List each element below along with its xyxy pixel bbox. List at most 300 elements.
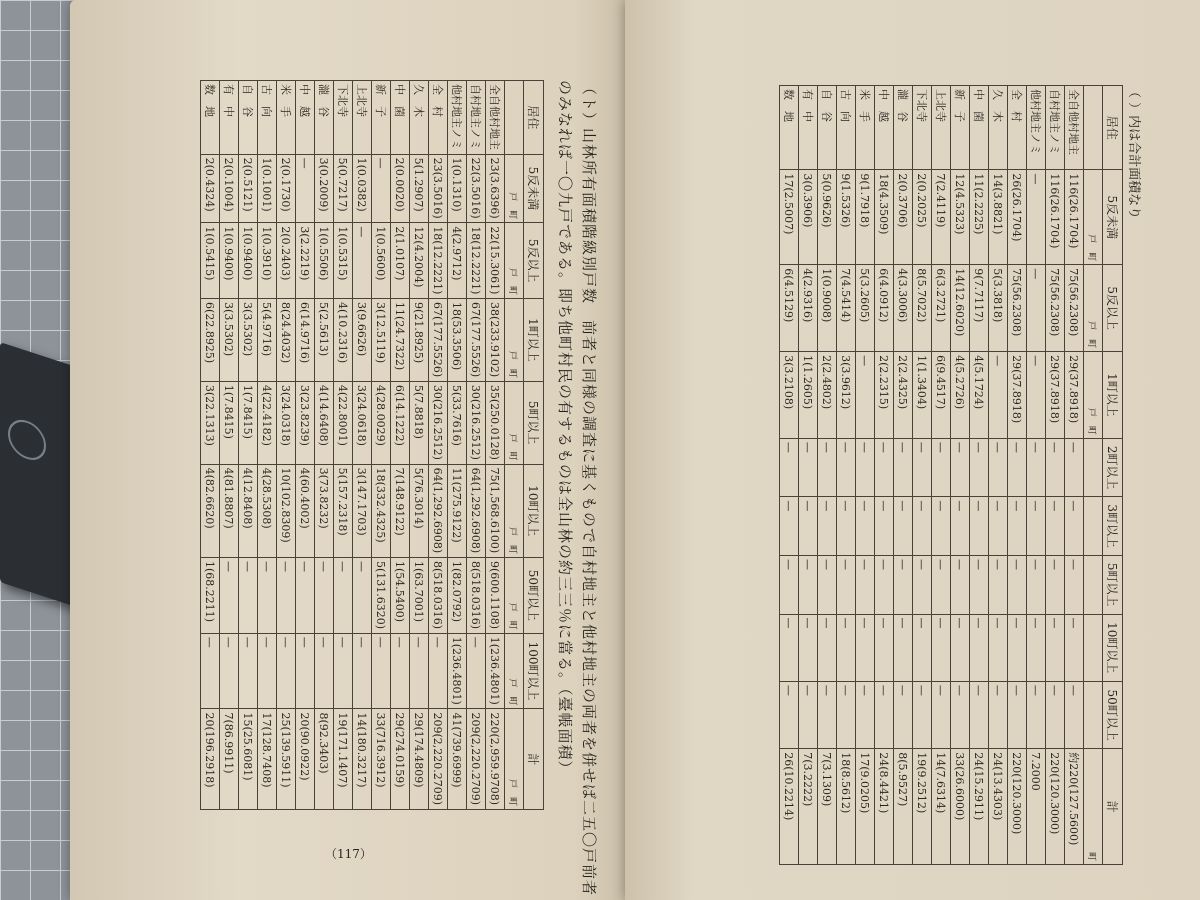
- table-cell: —: [837, 438, 856, 497]
- table-cell: —: [334, 558, 353, 634]
- table-cell: 18(12.2221): [467, 223, 486, 299]
- table-row: [334, 81, 353, 810]
- table-cell: —: [1008, 438, 1027, 497]
- unit-cell: 戸 町: [505, 709, 524, 810]
- table-cell: 4(22.8001): [334, 381, 353, 464]
- table-row: [913, 86, 932, 865]
- table-cell: —: [856, 614, 875, 681]
- table-cell: —: [780, 681, 799, 748]
- unit-cell: [1084, 614, 1103, 681]
- row-label: 自村地主ノミ: [467, 81, 486, 155]
- column-header: 計: [524, 709, 544, 810]
- row-label: 中 菌: [970, 86, 989, 170]
- table-cell: 約220(127.5600): [1065, 749, 1084, 865]
- table-cell: —: [239, 558, 258, 634]
- unit-cell: 戸 町: [505, 464, 524, 557]
- column-header: 5反以上: [524, 223, 544, 299]
- unit-cell: 戸 町: [1084, 265, 1103, 352]
- table-cell: 4(5.2726): [951, 352, 970, 439]
- table-cell: 14(3.8821): [989, 170, 1008, 265]
- table-cell: 23(3.5016): [429, 154, 448, 223]
- table-cell: —: [296, 558, 315, 634]
- table-cell: 4(14.6408): [315, 381, 334, 464]
- table-cell: 30(216.2512): [467, 381, 486, 464]
- table-row: [391, 81, 410, 810]
- table-row: [1008, 86, 1027, 865]
- table-cell: 220(120.3000): [1008, 749, 1027, 865]
- table-cell: —: [932, 555, 951, 614]
- table-cell: 14(7.6314): [932, 749, 951, 865]
- table-cell: —: [1027, 438, 1046, 497]
- table-cell: 116(26.1704): [1046, 170, 1065, 265]
- table-cell: 3(147.1703): [353, 464, 372, 557]
- table-cell: 2(0.4324): [201, 154, 220, 223]
- table-cell: 1(7.8415): [239, 381, 258, 464]
- table-row: [429, 81, 448, 810]
- table-cell: —: [894, 681, 913, 748]
- table-cell: 29(37.8918): [1065, 352, 1084, 439]
- row-label: 自 谷: [239, 81, 258, 155]
- table-cell: —: [1046, 681, 1065, 748]
- table-cell: —: [989, 497, 1008, 556]
- table-cell: —: [951, 614, 970, 681]
- table-cell: 2(0.5121): [239, 154, 258, 223]
- emblem-icon: [8, 415, 46, 465]
- table-cell: 3(3.5302): [220, 299, 239, 382]
- table-cell: —: [875, 497, 894, 556]
- table-cell: —: [220, 633, 239, 709]
- table-cell: —: [334, 633, 353, 709]
- table-cell: —: [837, 555, 856, 614]
- table-cell: 15(25.6081): [239, 709, 258, 810]
- row-label: 新 子: [372, 81, 391, 155]
- table-header-row: [524, 81, 544, 810]
- table-cell: 7(4.5414): [837, 265, 856, 352]
- table-row: [258, 81, 277, 810]
- row-label: 他村地主ノミ: [1027, 86, 1046, 170]
- table-row: [799, 86, 818, 865]
- table-cell: —: [780, 555, 799, 614]
- table-cell: —: [1027, 614, 1046, 681]
- table-cell: 1(1.2605): [799, 352, 818, 439]
- row-label: 有 中: [220, 81, 239, 155]
- table-cell: 2(0.3706): [894, 170, 913, 265]
- unit-cell: [1084, 681, 1103, 748]
- table-cell: 11(2.2225): [970, 170, 989, 265]
- table-cell: —: [780, 497, 799, 556]
- table-cell: 6(14.9716): [296, 299, 315, 382]
- table-cell: —: [1027, 497, 1046, 556]
- table-cell: 20(90.0922): [296, 709, 315, 810]
- left-page: [70, 0, 630, 900]
- table-cell: —: [220, 558, 239, 634]
- table-row: [837, 86, 856, 865]
- column-header: 10町以上: [1103, 614, 1123, 681]
- table-cell: 18(53.3506): [448, 299, 467, 382]
- table-cell: 24(8.4421): [875, 749, 894, 865]
- table-cell: 19(9.2512): [913, 749, 932, 865]
- table-cell: —: [875, 614, 894, 681]
- table-cell: 18(12.2221): [429, 223, 448, 299]
- table-cell: —: [970, 614, 989, 681]
- table-cell: —: [913, 555, 932, 614]
- table-cell: 1(0.5600): [372, 223, 391, 299]
- table-cell: 7(148.9122): [391, 464, 410, 557]
- table-cell: 10(102.8309): [277, 464, 296, 557]
- table-row: [315, 81, 334, 810]
- table-row: [277, 81, 296, 810]
- table-cell: 3(0.3906): [799, 170, 818, 265]
- table-cell: 1(68.2211): [201, 558, 220, 634]
- table-cell: 4(12.8408): [239, 464, 258, 557]
- table-row: [989, 86, 1008, 865]
- table-cell: 2(0.2025): [913, 170, 932, 265]
- unit-cell: 戸 町: [1084, 170, 1103, 265]
- table-cell: —: [372, 633, 391, 709]
- table-cell: —: [1065, 555, 1084, 614]
- table-cell: 2(1.0107): [391, 223, 410, 299]
- table-cell: 75(56.2308): [1046, 265, 1065, 352]
- table-header-row: [1103, 86, 1123, 865]
- table-cell: —: [1046, 555, 1065, 614]
- row-label: 全 村: [429, 81, 448, 155]
- table-cell: 3(73.8232): [315, 464, 334, 557]
- table-cell: —: [1065, 614, 1084, 681]
- table-cell: 6(4.0912): [875, 265, 894, 352]
- table-cell: 35(250.0128): [486, 381, 505, 464]
- table-cell: —: [856, 555, 875, 614]
- table-cell: 3(9.6626): [353, 299, 372, 382]
- table-cell: 3(23.8239): [296, 381, 315, 464]
- table-cell: 7(3.2222): [799, 749, 818, 865]
- table-cell: 209(2,220.2709): [429, 709, 448, 810]
- table-cell: —: [1046, 614, 1065, 681]
- table-cell: 18(332.4325): [372, 464, 391, 557]
- table-cell: 8(92.3403): [315, 709, 334, 810]
- table-row: [410, 81, 429, 810]
- table-cell: 6(3.2721): [932, 265, 951, 352]
- row-label: 中 菌: [391, 81, 410, 155]
- table-cell: —: [780, 438, 799, 497]
- right-page-heading: （ ）内は合計面積なり: [1126, 85, 1141, 220]
- table-cell: 5(0.7217): [334, 154, 353, 223]
- table-cell: 75(56.2308): [1008, 265, 1027, 352]
- table-cell: 6(22.8925): [201, 299, 220, 382]
- row-label: 古 向: [837, 86, 856, 170]
- unit-cell: [1084, 86, 1103, 170]
- table-cell: —: [1027, 170, 1046, 265]
- table-cell: —: [799, 497, 818, 556]
- column-header: 100町以上: [524, 633, 544, 709]
- table-cell: 17(128.7408): [258, 709, 277, 810]
- table-cell: 2(2.2315): [875, 352, 894, 439]
- row-label: 自 谷: [818, 86, 837, 170]
- row-label: 久 木: [989, 86, 1008, 170]
- table-cell: —: [894, 497, 913, 556]
- table-cell: —: [932, 438, 951, 497]
- table-row: [353, 81, 372, 810]
- table-cell: 1(0.9400): [220, 223, 239, 299]
- column-header: 居住: [1103, 86, 1123, 170]
- table-cell: 1(0.1310): [448, 154, 467, 223]
- table-cell: —: [1027, 555, 1046, 614]
- left-ledger-table: [200, 80, 544, 810]
- table-cell: —: [913, 614, 932, 681]
- row-label: 米 手: [277, 81, 296, 155]
- column-header: 1町以上: [1103, 352, 1123, 439]
- table-cell: 1(0.5315): [334, 223, 353, 299]
- table-cell: 1(7.8415): [220, 381, 239, 464]
- row-label: 中 越: [875, 86, 894, 170]
- table-cell: —: [391, 633, 410, 709]
- table-cell: —: [818, 438, 837, 497]
- table-cell: 4(28.0029): [372, 381, 391, 464]
- table-cell: —: [1027, 681, 1046, 748]
- table-cell: —: [970, 438, 989, 497]
- table-cell: 220(2,959.9708): [486, 709, 505, 810]
- left-page-body-line: のみなれば一〇九戸である。即ち他町村民の有するものは全山林の約三三％に當る。（臺帳面積）: [556, 80, 574, 777]
- page-number: （117）: [325, 847, 372, 861]
- column-header: 5町以上: [1103, 555, 1123, 614]
- table-cell: 1(0.9400): [239, 223, 258, 299]
- table-cell: 1(236.4801): [448, 633, 467, 709]
- table-cell: —: [932, 497, 951, 556]
- table-cell: 64(1,292.6908): [429, 464, 448, 557]
- table-cell: —: [1065, 681, 1084, 748]
- unit-row: [505, 81, 524, 810]
- table-cell: —: [467, 633, 486, 709]
- table-cell: 7(2.4119): [932, 170, 951, 265]
- table-cell: 3(3.5302): [239, 299, 258, 382]
- table-cell: 4(3.3006): [894, 265, 913, 352]
- table-cell: 14(12.6020): [951, 265, 970, 352]
- table-cell: 17(9.0205): [856, 749, 875, 865]
- table-cell: 2(0.0020): [391, 154, 410, 223]
- table-cell: 4(10.2316): [334, 299, 353, 382]
- row-label: 中 越: [296, 81, 315, 155]
- table-cell: —: [989, 438, 1008, 497]
- table-cell: —: [856, 497, 875, 556]
- table-cell: 29(174.4809): [410, 709, 429, 810]
- table-cell: —: [894, 438, 913, 497]
- table-cell: —: [894, 614, 913, 681]
- table-cell: —: [913, 497, 932, 556]
- table-cell: —: [989, 352, 1008, 439]
- table-cell: —: [989, 555, 1008, 614]
- table-cell: —: [1065, 497, 1084, 556]
- column-header: 5町以上: [524, 381, 544, 464]
- row-label: 瀧 谷: [894, 86, 913, 170]
- table-cell: —: [875, 555, 894, 614]
- table-row: [1046, 86, 1065, 865]
- table-cell: 1(0.3910): [258, 223, 277, 299]
- table-cell: 1(0.9008): [818, 265, 837, 352]
- table-row: [875, 86, 894, 865]
- column-header: 50町以上: [1103, 681, 1123, 748]
- table-cell: 1(63.7001): [410, 558, 429, 634]
- unit-cell: [1084, 555, 1103, 614]
- table-cell: 4(5.1724): [970, 352, 989, 439]
- table-cell: 12(4.2004): [410, 223, 429, 299]
- table-cell: —: [856, 681, 875, 748]
- table-cell: —: [799, 555, 818, 614]
- table-cell: 30(216.2512): [429, 381, 448, 464]
- table-cell: —: [951, 681, 970, 748]
- table-cell: 3(12.5119): [372, 299, 391, 382]
- table-cell: 7(86.9911): [220, 709, 239, 810]
- table-cell: —: [353, 633, 372, 709]
- table-row: [818, 86, 837, 865]
- table-cell: 8(518.0316): [467, 558, 486, 634]
- table-row: [951, 86, 970, 865]
- column-header: 1町以上: [524, 299, 544, 382]
- table-cell: —: [239, 633, 258, 709]
- row-label: 有 中: [799, 86, 818, 170]
- table-cell: 8(518.0316): [429, 558, 448, 634]
- table-cell: 22(15.3061): [486, 223, 505, 299]
- row-label: 久 木: [410, 81, 429, 155]
- column-header: 3町以上: [1103, 497, 1123, 556]
- table-cell: 7.2000: [1027, 749, 1046, 865]
- unit-cell: 戸 町: [1084, 352, 1103, 439]
- table-cell: 11(24.7322): [391, 299, 410, 382]
- column-header: 2町以上: [1103, 438, 1123, 497]
- table-cell: 5(4.9716): [258, 299, 277, 382]
- table-cell: —: [818, 497, 837, 556]
- table-cell: 9(21.8925): [410, 299, 429, 382]
- row-label: 数 地: [201, 81, 220, 155]
- unit-cell: [1084, 497, 1103, 556]
- unit-cell: 戸 町: [505, 223, 524, 299]
- table-cell: —: [372, 154, 391, 223]
- row-label: 数 地: [780, 86, 799, 170]
- table-cell: 4(2.9712): [448, 223, 467, 299]
- table-cell: 2(0.1730): [277, 154, 296, 223]
- table-cell: 23(3.6396): [486, 154, 505, 223]
- table-row: [296, 81, 315, 810]
- table-cell: 64(1,292.6908): [467, 464, 486, 557]
- table-cell: 1(0.5506): [315, 223, 334, 299]
- table-cell: 33(26.6000): [951, 749, 970, 865]
- table-cell: 4(28.5308): [258, 464, 277, 557]
- table-cell: —: [201, 633, 220, 709]
- table-row: [239, 81, 258, 810]
- table-cell: —: [410, 633, 429, 709]
- unit-row: [1084, 86, 1103, 865]
- row-label: 新 子: [951, 86, 970, 170]
- table-cell: —: [1027, 352, 1046, 439]
- table-cell: 12(4.5323): [951, 170, 970, 265]
- table-cell: 1(82.0792): [448, 558, 467, 634]
- unit-cell: [505, 81, 524, 155]
- table-cell: 5(3.2605): [856, 265, 875, 352]
- table-cell: —: [970, 497, 989, 556]
- table-cell: 38(233.9102): [486, 299, 505, 382]
- column-header: 5反以上: [1103, 265, 1123, 352]
- table-cell: 220(120.3000): [1046, 749, 1065, 865]
- table-cell: 24(13.4303): [989, 749, 1008, 865]
- table-cell: —: [1027, 265, 1046, 352]
- row-label: 瀧 谷: [315, 81, 334, 155]
- table-cell: —: [353, 223, 372, 299]
- table-row: [372, 81, 391, 810]
- table-cell: 29(274.0159): [391, 709, 410, 810]
- table-cell: 5(157.2318): [334, 464, 353, 557]
- table-cell: 67(177.5526): [467, 299, 486, 382]
- table-cell: —: [913, 681, 932, 748]
- table-cell: —: [296, 154, 315, 223]
- table-cell: 3(3.9612): [837, 352, 856, 439]
- table-cell: —: [799, 438, 818, 497]
- table-cell: —: [315, 558, 334, 634]
- table-cell: 116(26.1704): [1065, 170, 1084, 265]
- table-cell: —: [258, 558, 277, 634]
- table-cell: 5(76.3014): [410, 464, 429, 557]
- table-cell: 9(1.7918): [856, 170, 875, 265]
- table-row: [894, 86, 913, 865]
- table-cell: 4(82.6620): [201, 464, 220, 557]
- table-cell: —: [951, 438, 970, 497]
- table-cell: —: [989, 681, 1008, 748]
- table-cell: 26(26.1704): [1008, 170, 1027, 265]
- table-cell: —: [818, 681, 837, 748]
- unit-cell: 戸 町: [505, 558, 524, 634]
- table-cell: 5(7.8818): [410, 381, 429, 464]
- row-label: 全自他村地主: [486, 81, 505, 155]
- table-row: [1027, 86, 1046, 865]
- table-cell: 3(24.0318): [277, 381, 296, 464]
- table-cell: 4(81.8807): [220, 464, 239, 557]
- table-cell: 3(24.0618): [353, 381, 372, 464]
- table-cell: —: [1008, 614, 1027, 681]
- table-cell: —: [932, 681, 951, 748]
- table-row: [201, 81, 220, 810]
- table-cell: 33(716.3912): [372, 709, 391, 810]
- table-cell: 8(24.4032): [277, 299, 296, 382]
- table-cell: —: [818, 555, 837, 614]
- unit-cell: 戸 町: [505, 299, 524, 382]
- unit-cell: 戸 町: [505, 381, 524, 464]
- table-cell: —: [894, 555, 913, 614]
- table-cell: 1(0.1001): [258, 154, 277, 223]
- table-cell: 5(2.5613): [315, 299, 334, 382]
- table-cell: 6(14.1222): [391, 381, 410, 464]
- table-cell: —: [970, 555, 989, 614]
- table-row: [448, 81, 467, 810]
- table-cell: 5(0.9626): [818, 170, 837, 265]
- table-cell: —: [258, 633, 277, 709]
- right-ledger-table: [779, 85, 1123, 865]
- table-cell: 75(1,568.6100): [486, 464, 505, 557]
- table-cell: —: [1065, 438, 1084, 497]
- table-cell: 1(0.5415): [201, 223, 220, 299]
- table-cell: 2(2.4325): [894, 352, 913, 439]
- table-cell: 9(1.5326): [837, 170, 856, 265]
- table-cell: —: [799, 614, 818, 681]
- table-cell: 4(2.9316): [799, 265, 818, 352]
- row-label: 上北寺: [353, 81, 372, 155]
- table-cell: 1(236.4801): [486, 633, 505, 709]
- table-cell: 9(7.7117): [970, 265, 989, 352]
- table-cell: —: [856, 352, 875, 439]
- table-cell: 18(4.3509): [875, 170, 894, 265]
- table-cell: 20(196.2918): [201, 709, 220, 810]
- table-cell: 26(10.2214): [780, 749, 799, 865]
- table-cell: —: [429, 633, 448, 709]
- table-cell: —: [1008, 681, 1027, 748]
- table-cell: 5(1.2907): [410, 154, 429, 223]
- right-page: [625, 0, 1200, 900]
